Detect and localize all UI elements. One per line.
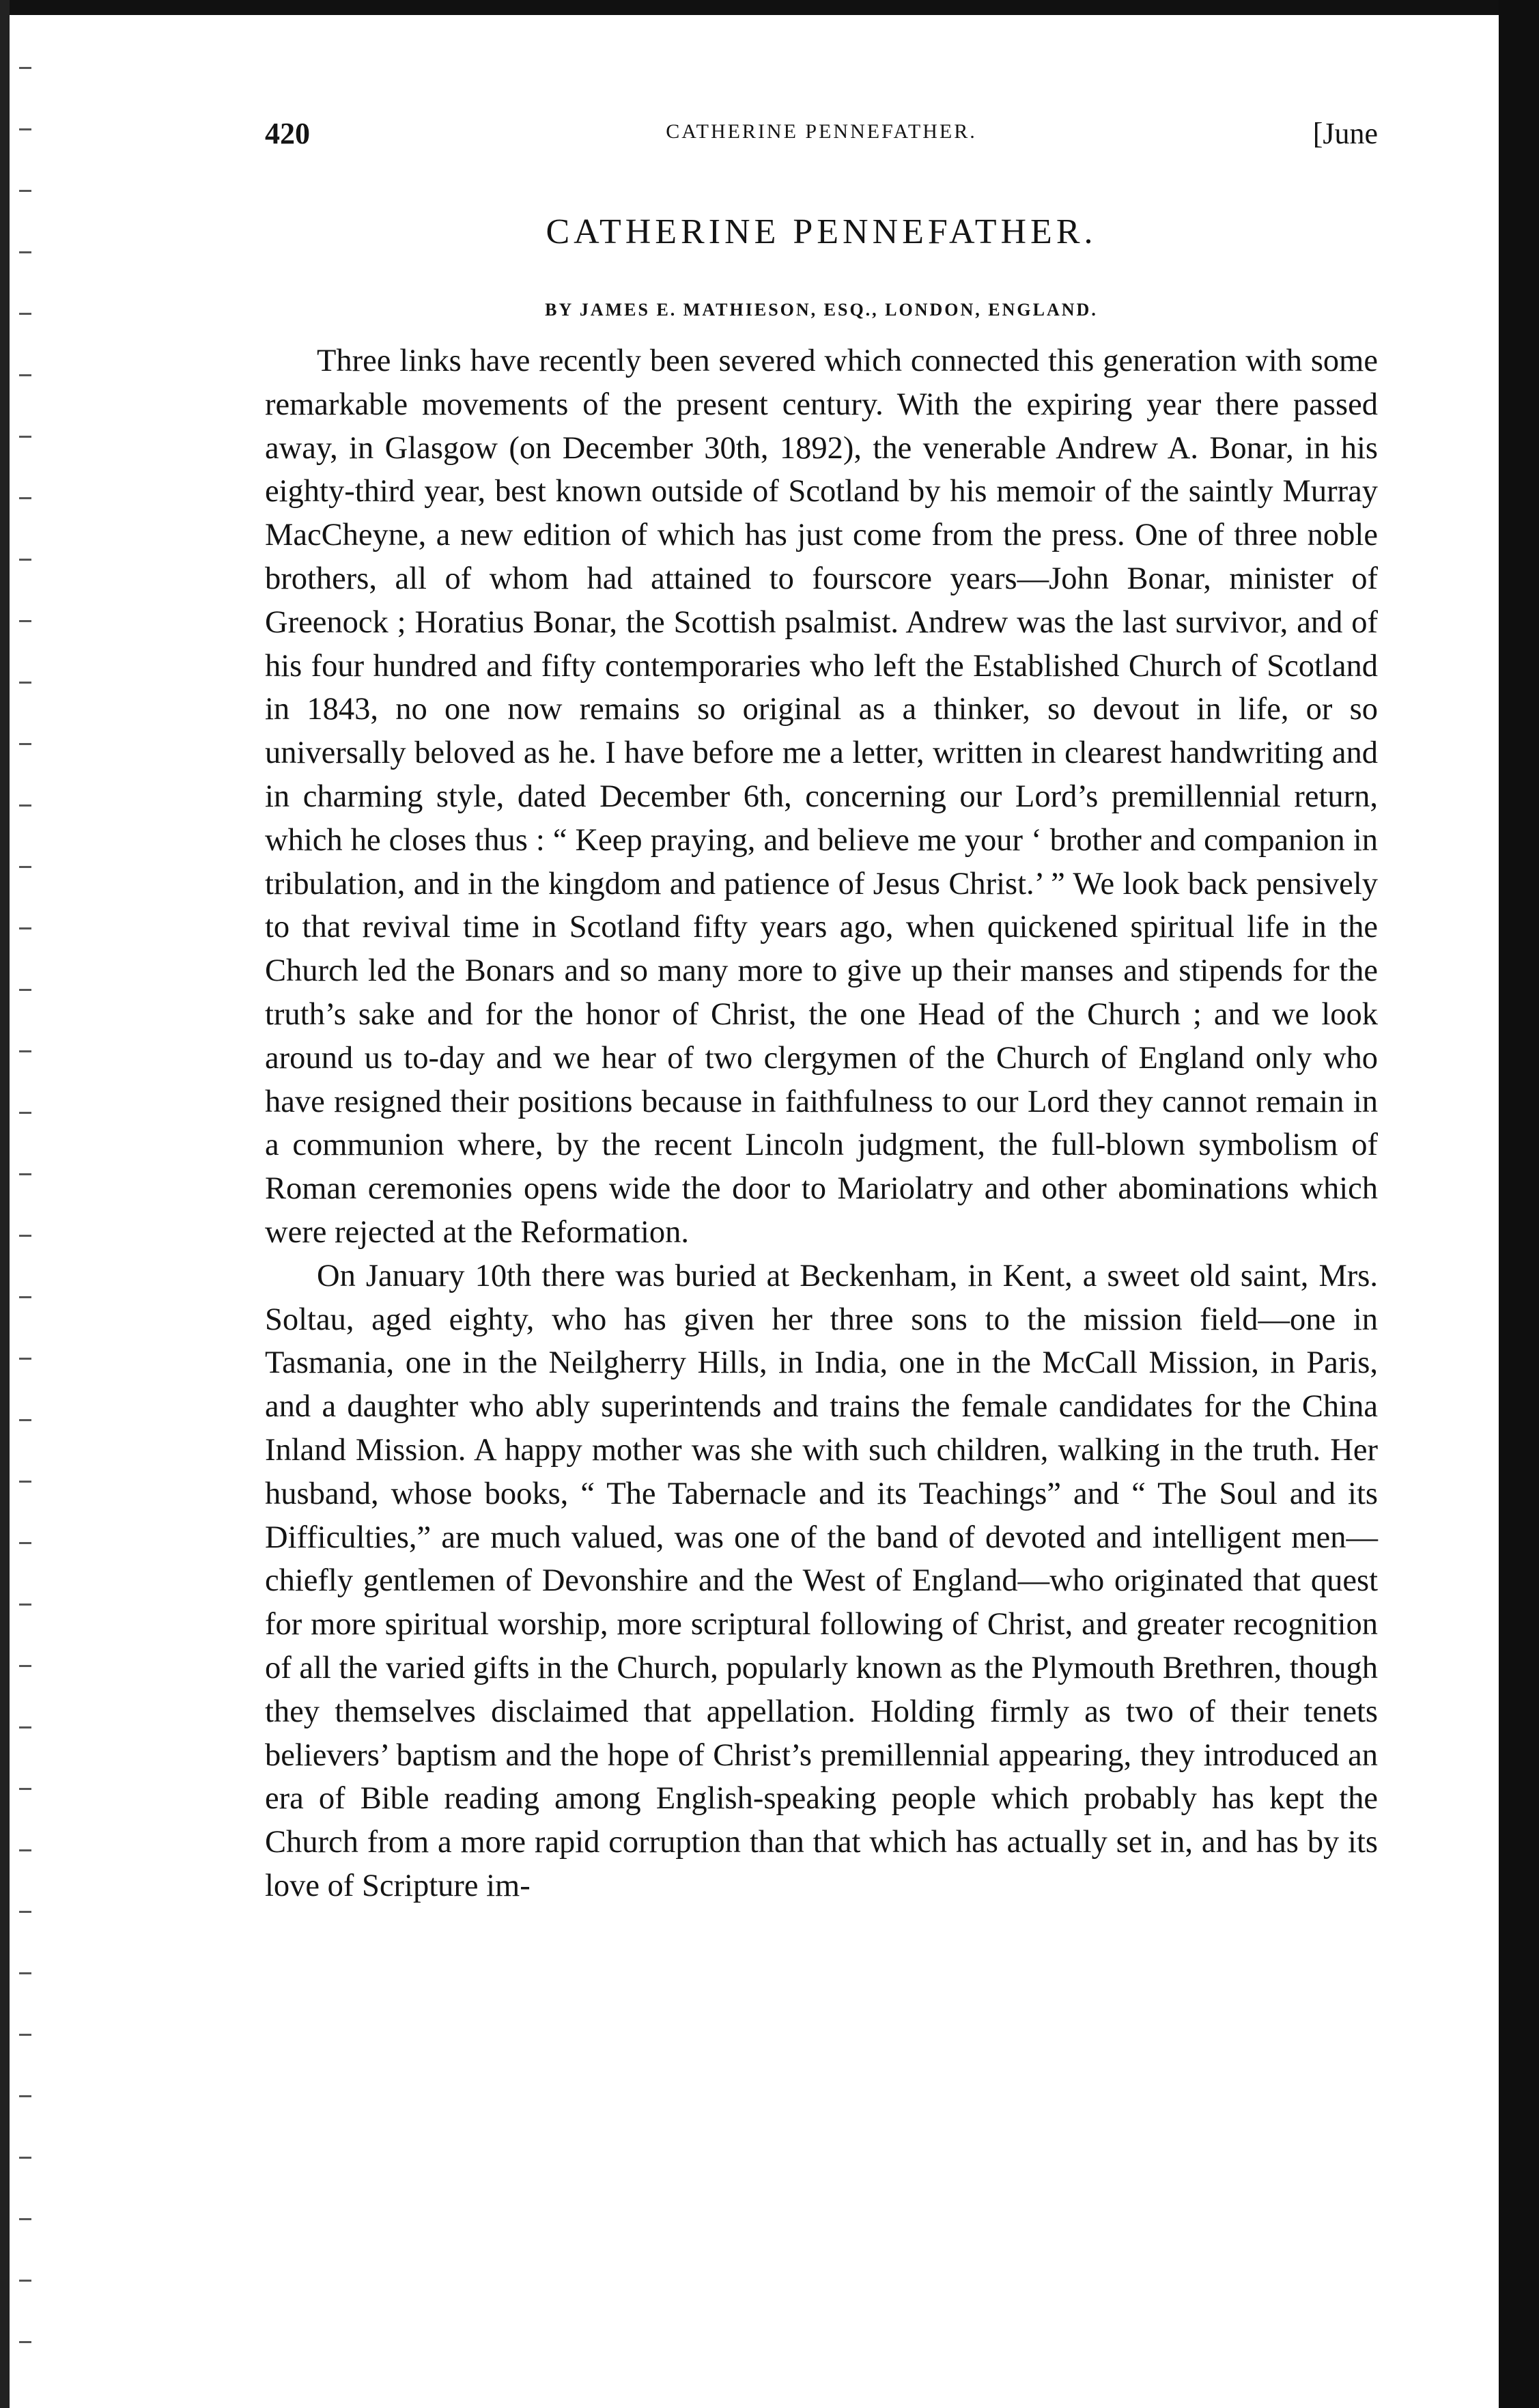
scan-top-border	[0, 0, 1539, 15]
byline: BY JAMES E. MATHIESON, ESQ., LONDON, ENGLAND.	[545, 300, 1098, 320]
article-title: CATHERINE PENNEFATHER.	[546, 212, 1097, 251]
page-number: 420	[265, 117, 310, 150]
paragraph: Three links have recently been severed which connected this generation with some remarkable movements of the present century. With the expiring year there passed away, in Glasgow (on December 30th, 1892), the venerable Andrew A. Bonar, in his eighty-third year, best known outside of Scotland by his memoir of the saintly Murray MacCheyne, a new edition of which has just come from the press. One of three noble brothers, all of whom had attained to fourscore years—John Bonar, minister of Greenock ; Horatius Bonar, the Scottish psalmist. Andrew was the last survivor, and of his four hundred and fifty contemporaries who left the Established Church of Scotland in 1843, no one now remains so original as a thinker, so devout in life, or so universally beloved as he. I have before me a letter, written in clearest handwriting and in charming style, dated December 6th, concerning our Lord’s premillennial return, which he closes thus : “ Keep praying, and believe me your ‘ brother and companion in tribulation, and in the kingdom and patience of Jesus Christ.’ ” We look back pensively to that revival time in Scotland fifty years ago, when quickened spiritual life in the Church led the Bonars and so many more to give up their manses and stipends for the truth’s sake and for the honor of Christ, the one Head of the Church ; and we look around us to-day and we hear of two clergymen of the Church of England only who have resigned their positions because in faithfulness to our Lord they cannot remain in a communion where, by the recent Lincoln judgment, the full-blown symbolism of Roman ceremonies opens wide the door to Mariolatry and other abominations which were rejected at the Reformation.	[265, 344, 1378, 1250]
scan-left-edge	[0, 0, 10, 2408]
paragraph: On January 10th there was buried at Beckenham, in Kent, a sweet old saint, Mrs. Soltau, aged eighty, who has given her three sons to the mission field—one in Tasmania, one in the Neilgherry Hills, in India, one in the McCall Mission, in Paris, and a daughter who ably superintends and trains the female candidates for the China Inland Mission. A happy mother was she with such children, walking in the truth. Her husband, whose books, “ The Tabernacle and its Teachings” and “ The Soul and its Difficulties,” are much valued, was one of the band of devoted and intelligent men—chiefly gentlemen of Devonshire and the West of England—who originated that quest for more spiritual worship, more scriptural following of Christ, and greater recognition of all the varied gifts in the Church, popularly known as the Plymouth Brethren, though they themselves disclaimed that appellation. Holding firmly as two of their tenets believers’ baptism and the hope of Christ’s premillennial appearing, they introduced an era of Bible reading among English-speaking people which probably has kept the Church from a more rapid corruption than that which has actually set in, and has by its love of Scripture im-	[265, 1258, 1378, 1903]
document-page	[265, 116, 1378, 2342]
running-title: CATHERINE PENNEFATHER.	[666, 120, 977, 143]
running-date: [June	[1312, 117, 1378, 150]
article-body	[265, 339, 1378, 1908]
running-head	[265, 116, 1378, 164]
scan-left-ticks	[19, 41, 31, 2390]
scan-right-edge	[1499, 0, 1539, 2408]
